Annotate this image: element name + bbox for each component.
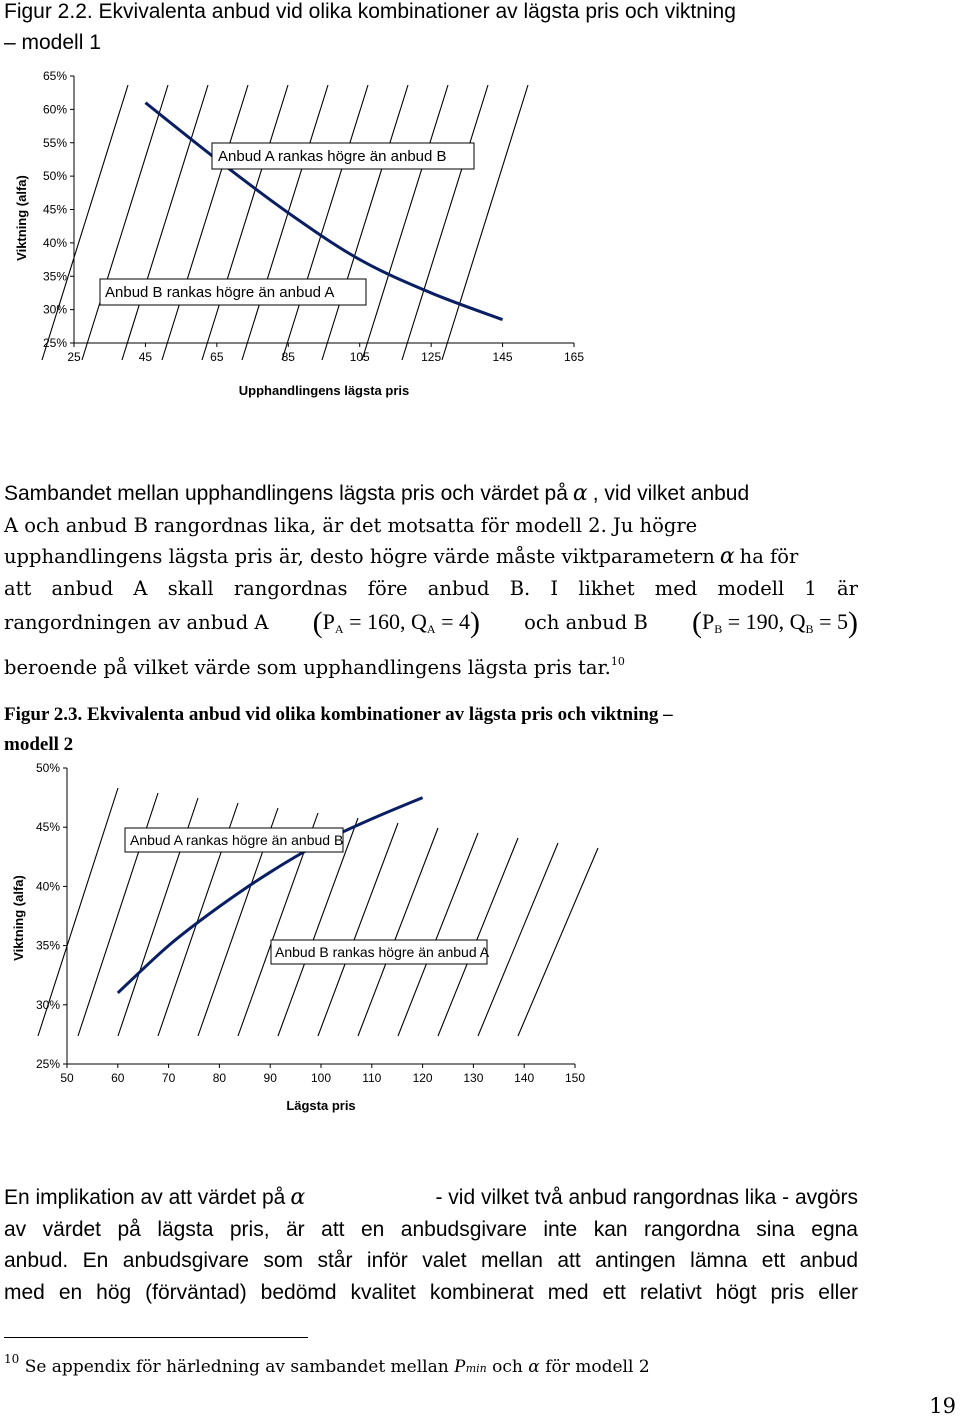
figure1-caption-line2: – modell 1 [4,31,101,54]
hatch-line-8 [362,85,448,360]
hatch-line-9 [402,85,488,360]
x-tick-label: 90 [263,1071,277,1085]
y-tick-label: 50% [35,761,60,775]
y-tick-label: 65% [42,69,67,83]
p1-line5a: rangordningen av anbud A [4,611,269,634]
p2-line2: av värdet på lägsta pris, är att en anbudsgivare inte kan rangordna sina egna [4,1217,858,1241]
hatch-line-6 [282,85,368,360]
y-tick-label: 55% [42,135,67,150]
footnote-text-a: Se appendix för härledning av sambandet mellan [24,1357,449,1377]
y-tick-label: 45% [42,202,67,217]
annotation-a-text: Anbud A rankas högre än anbud B [130,832,344,848]
hatch-line-10 [442,85,528,360]
figure2-caption-line2: modell 2 [4,734,74,755]
hatch-line-12 [518,848,598,1036]
p1-line1b: , vid vilket anbud [592,482,750,505]
y-tick-label: 40% [42,235,67,250]
annotation-a [212,143,474,169]
hatch-line-0 [42,85,128,360]
x-tick-label: 100 [310,1071,332,1085]
hatch-line-7 [318,823,398,1036]
figure2-chart [0,758,600,1118]
figure2-caption [4,700,673,760]
x-tick-label: 165 [563,350,585,364]
hatch-line-7 [322,85,408,360]
footnote-ref: 10 [610,654,625,668]
y-axis-label: Viktning (alfa) [14,175,29,261]
y-tick-label: 35% [35,938,60,953]
axes [70,76,574,347]
annotation-a [125,828,343,852]
x-tick-label: 80 [212,1071,227,1085]
paragraph-2 [4,1182,858,1308]
p1-line3b: ha för [739,545,799,568]
hatch-line-11 [478,843,558,1036]
x-tick-label: 145 [492,350,513,364]
y-axis-label: Viktning (alfa) [11,875,26,961]
footnote-number: 10 [4,1352,20,1366]
alpha-symbol: α [290,1185,306,1210]
footnote [4,1352,650,1378]
x-tick-label: 65 [210,350,224,364]
annotation-a-text: Anbud A rankas högre än anbud B [218,148,447,165]
alpha-symbol: α [572,481,588,506]
p2-line1b: - vid vilket två anbud rangordnas lika - avgörs [435,1186,858,1209]
annotation-b-text: Anbud B rankas högre än anbud A [275,944,490,960]
p1-line1: Sambandet mellan upphandlingens lägsta pris och värdet på [4,482,568,505]
footnote-text-c: för modell 2 [545,1357,650,1377]
y-tick-label: 40% [35,879,60,894]
hatch-line-2 [122,85,208,360]
y-tick-label: 35% [42,269,67,284]
annotation-b [100,279,366,305]
p2-line1a: En implikation av att värdet på [4,1186,286,1209]
p2-line4: med en hög (förväntad) bedömd kvalitet kombinerat med ett relativt högt pris eller [4,1280,858,1304]
x-tick-label: 150 [564,1071,586,1085]
x-tick-label: 25 [67,350,81,364]
x-tick-label: 45 [138,350,153,364]
figure2-caption-line1: Figur 2.3. Ekvivalenta anbud vid olika kombinationer av lägsta pris och viktning – [4,704,673,725]
annotation-b [271,940,490,964]
x-tick-label: 125 [421,350,442,364]
footnote-min: min [465,1362,487,1375]
x-tick-label: 120 [412,1071,433,1085]
hatch-lines [42,85,528,360]
p1-line2: A och anbud B rangordnas lika, är det motsatta för modell 2. Ju högre [4,513,698,537]
x-tick-label: 70 [161,1071,176,1085]
footnote-text-b: och [492,1357,523,1377]
footnote-p: P [454,1356,466,1377]
page-number: 19 [929,1394,956,1418]
hatch-line-8 [358,828,438,1036]
hatch-line-1 [82,85,168,360]
hatch-line-4 [202,85,288,360]
y-tick-label: 25% [42,336,67,350]
math-b: ($P_B = 190$, $Q_B = 5$) [691,606,858,639]
hatch-line-10 [438,838,518,1036]
figure1-chart [0,60,600,410]
figure1-caption [4,0,736,58]
hatch-lines [35,788,598,1036]
y-tick-label: 25% [35,1057,60,1071]
y-tick-label: 50% [42,169,67,184]
alpha-symbol: α [719,544,735,569]
p1-line6: beroende på vilket värde som upphandlingens lägsta pris tar. [4,655,611,679]
p2-line3: anbud. En anbudsgivare som står inför valet mellan att antingen lämna ett anbud [4,1249,858,1272]
y-tick-label: 30% [35,997,60,1012]
x-tick-label: 110 [362,1071,382,1085]
paragraph-1 [4,478,858,683]
hatch-line-9 [398,833,478,1036]
x-tick-label: 140 [514,1071,535,1085]
x-tick-label: 105 [349,350,370,364]
p1-line4: att anbud A skall rangordnas före anbud B. I likhet med modell 1 är [4,576,858,600]
x-axis-label: Upphandlingens lägsta pris [238,383,410,398]
footnote-alpha: α [528,1357,540,1377]
x-tick-label: 50 [60,1071,74,1085]
footnote-divider [4,1337,308,1338]
math-a: ($P_A = 160$, $Q_A = 4$) [312,606,480,639]
annotation-b-text: Anbud B rankas högre än anbud A [105,284,335,301]
y-tick-label: 45% [35,820,60,835]
x-tick-label: 130 [463,1071,484,1085]
x-tick-label: 60 [111,1071,125,1085]
figure1-caption-line1: Figur 2.2. Ekvivalenta anbud vid olika kombinationer av lägsta pris och viktning [4,0,736,23]
hatch-line-5 [242,85,328,360]
x-tick-label: 85 [281,350,295,364]
x-axis-label: Lägsta pris [286,1098,356,1113]
y-tick-label: 60% [42,102,67,117]
axes [63,768,575,1068]
p1-line3a: upphandlingens lägsta pris är, desto högre värde måste viktparametern [4,545,715,568]
p1-line5b: och anbud B [524,611,648,634]
y-tick-label: 30% [42,302,67,317]
